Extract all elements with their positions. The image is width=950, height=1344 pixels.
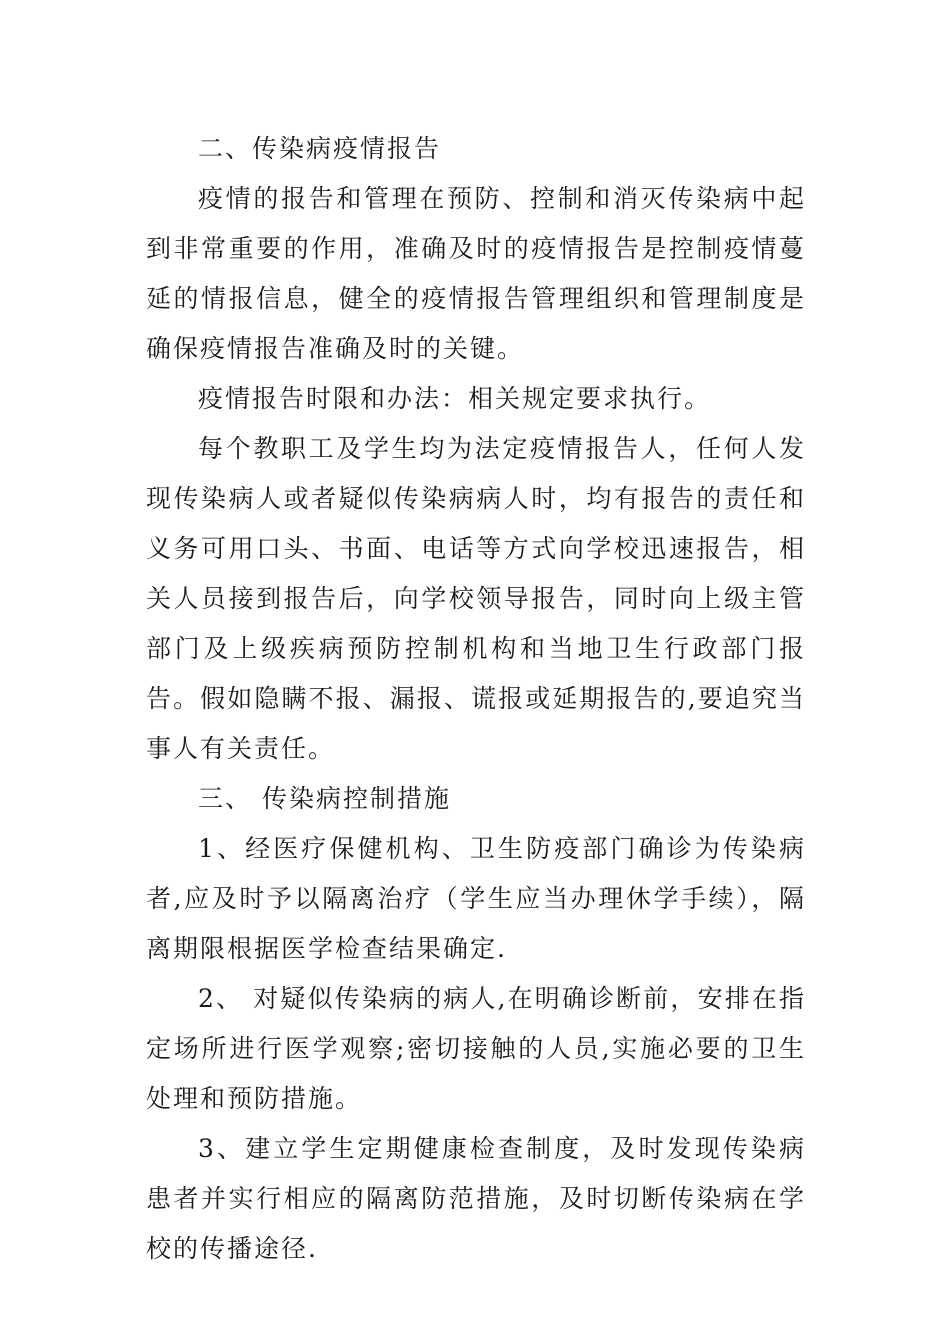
document-body: [146, 124, 806, 1274]
paragraph-reporter-duty: 每个教职工及学生均为法定疫情报告人，任何人发现传染病人或者疑似传染病病人时，均有报告的责任和义务可用口头、书面、电话等方式向学校迅速报告，相关人员接到报告后，向学校领导报告，同时向上级主管部门及上级疾病预防控制机构和当地卫生行政部门报告。假如隐瞒不报、漏报、谎报或延期报告的,要追究当事人有关责任。: [146, 434, 806, 763]
paragraph-measure-2: 2、 对疑似传染病的病人,在明确诊断前，安排在指定场所进行医学观察;密切接触的人员,实施必要的卫生处理和预防措施。: [146, 984, 806, 1113]
section-heading-epidemic-report: 二、传染病疫情报告: [198, 134, 442, 163]
paragraph-report-deadline: 疫情报告时限和办法：相关规定要求执行。: [198, 384, 712, 413]
section-heading-control-measures: 三、 传染病控制措施: [198, 784, 451, 813]
paragraph-report-importance: 疫情的报告和管理在预防、控制和消灭传染病中起到非常重要的作用，准确及时的疫情报告是控制疫情蔓延的情报信息，健全的疫情报告管理组织和管理制度是确保疫情报告准确及时的关键。: [146, 184, 806, 363]
paragraph-measure-3: 3、建立学生定期健康检查制度，及时发现传染病患者并实行相应的隔离防范措施，及时切断传染病在学校的传播途径.: [146, 1134, 806, 1263]
paragraph-measure-1: 1、经医疗保健机构、卫生防疫部门确诊为传染病者,应及时予以隔离治疗（学生应当办理休学手续），隔离期限根据医学检查结果确定.: [146, 834, 806, 963]
